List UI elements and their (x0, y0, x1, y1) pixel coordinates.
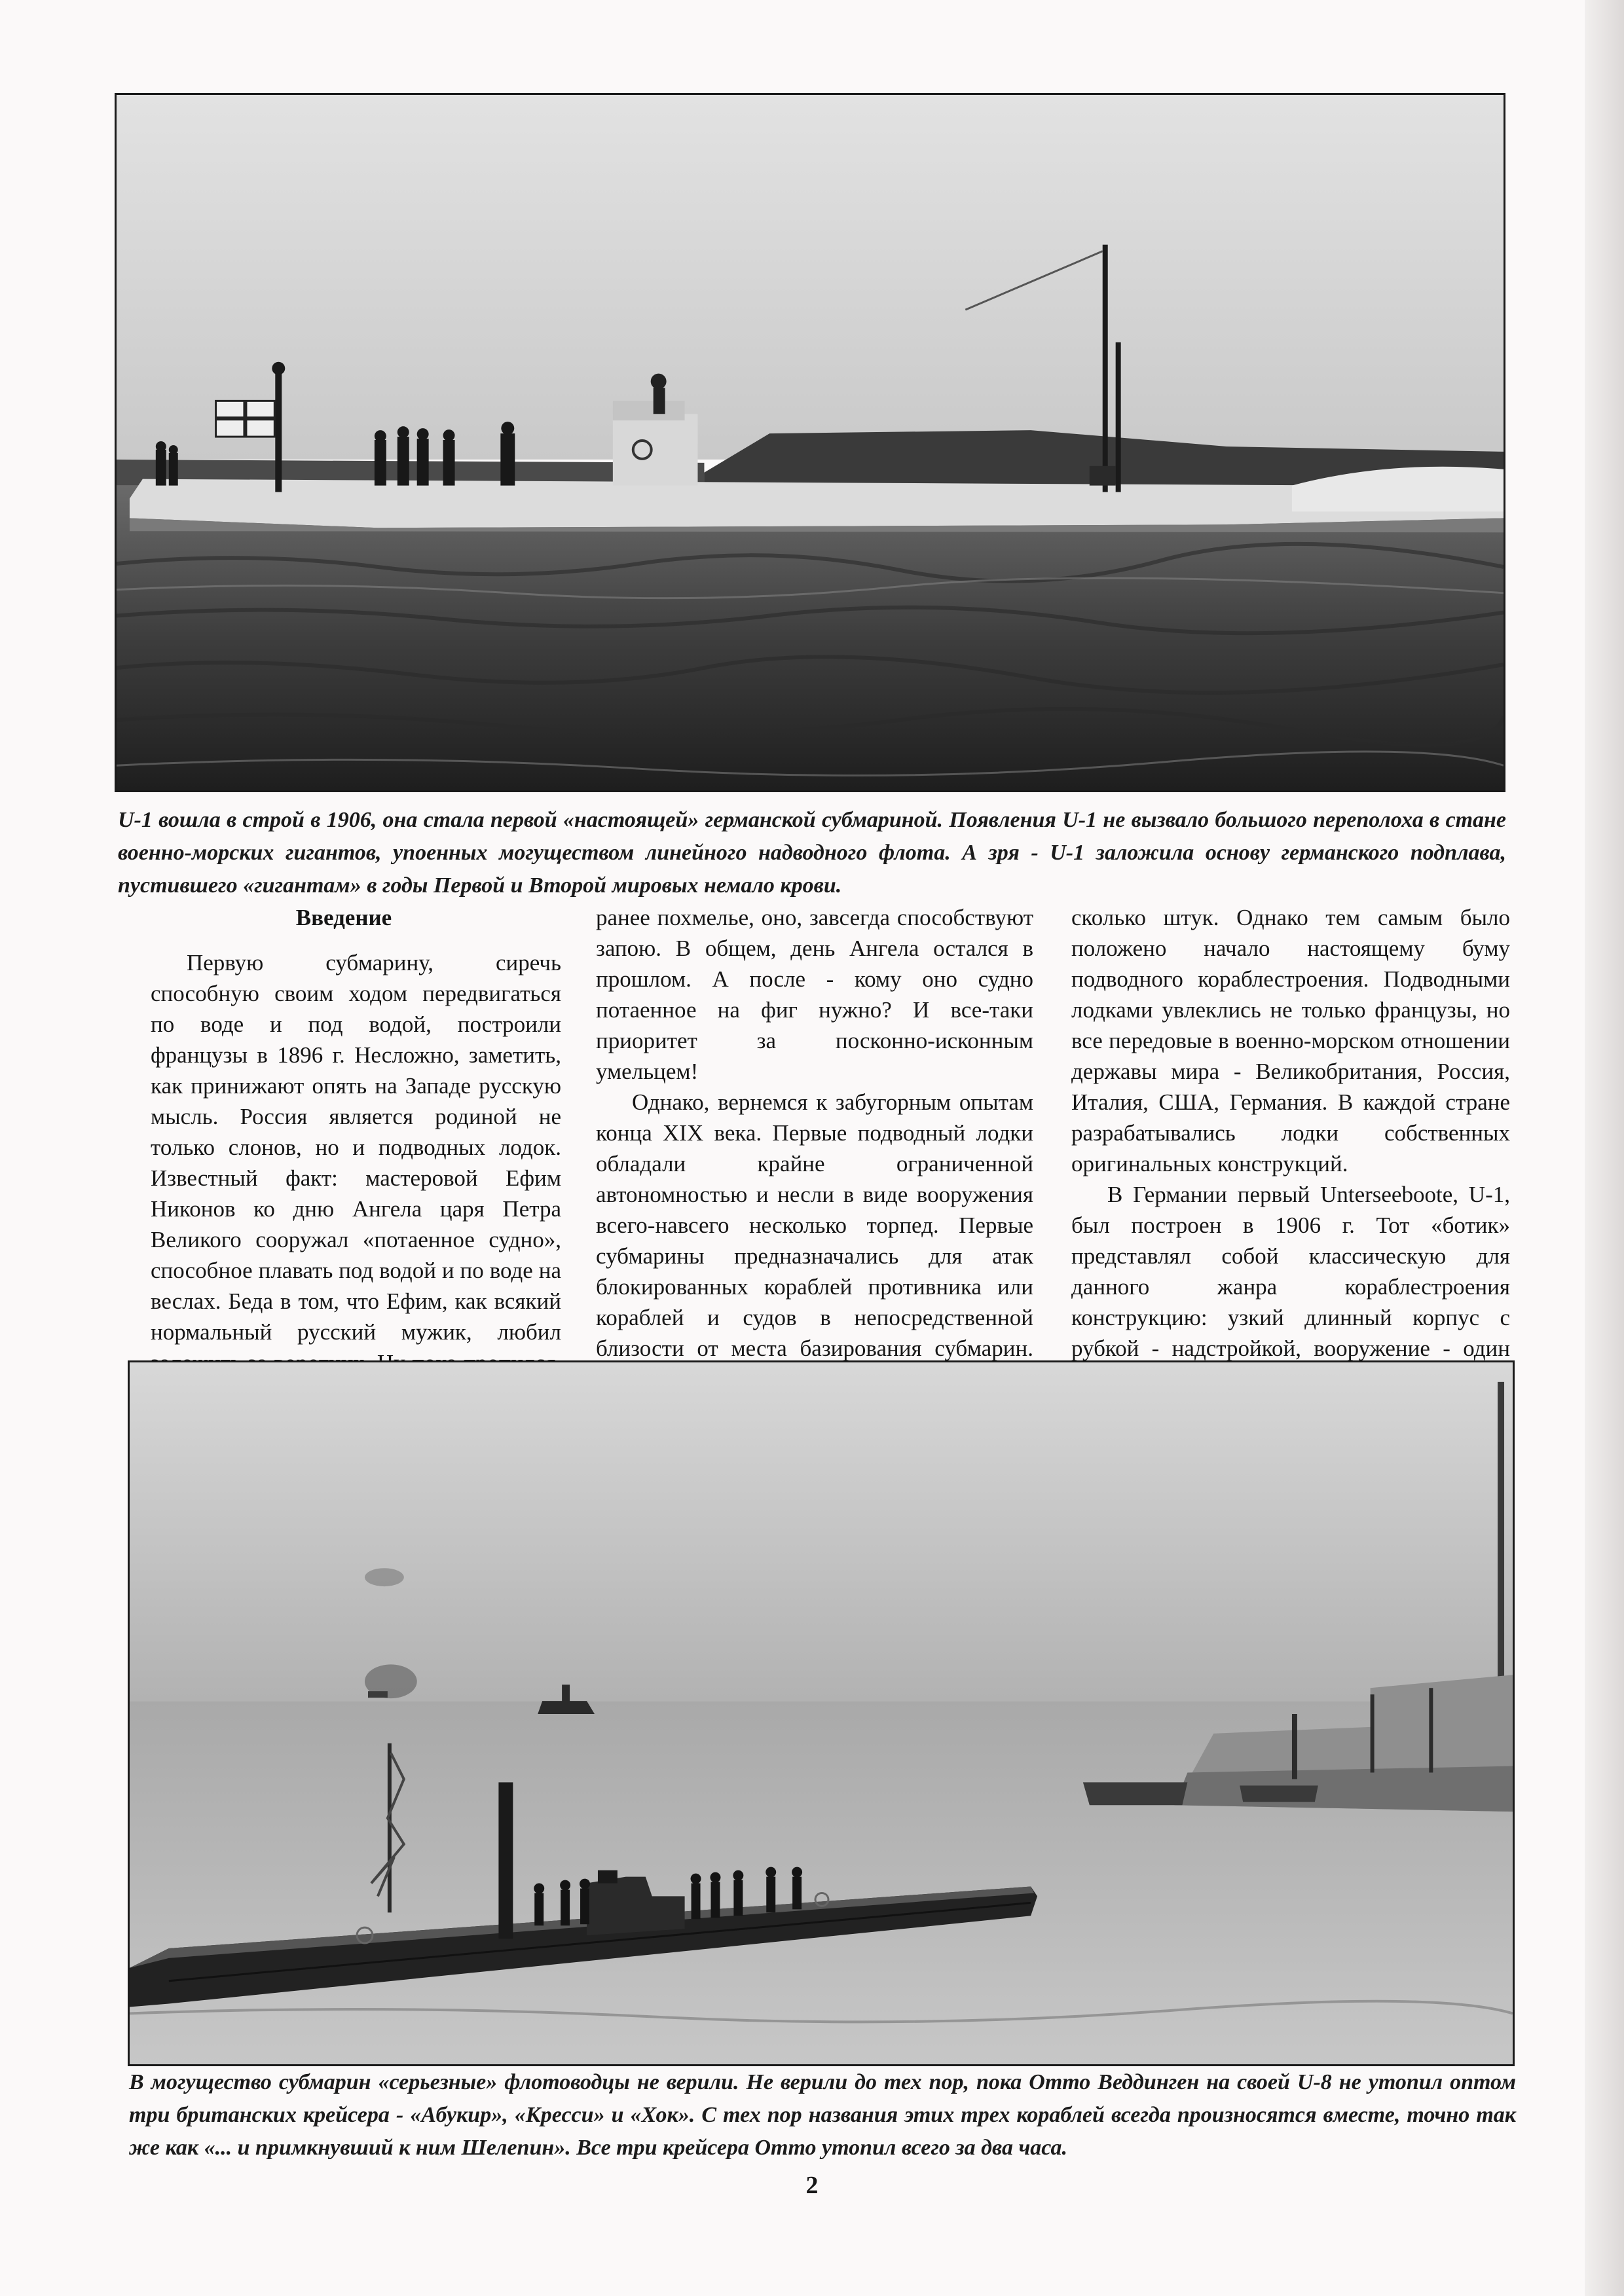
photo-u8-submarine (128, 1360, 1515, 2066)
paragraph: сколько штук. Однако тем самым было положено начало настоящему буму подводного кораблестроения. Подводными лодками увлеклись не только французы, но все передовые в военно-морском отношении державы мира - Великобритания, Россия, Италия, США, Германия. В каждой стране разрабатывались лодки собственных оригинальных конструкций. (1071, 905, 1510, 1176)
article-column-2 (596, 902, 1033, 1425)
photo-u1-submarine (115, 93, 1505, 792)
paragraph: Первую субмарину, сиречь способную своим ходом передвигаться по воде и под водой, построили французы в 1896 г. Несложно, заметить, как принижают опять на Западе русскую мысль. Россия является родиной не только слонов, но и подводных лодок. Известный факт: мастеровой Ефим Никонов ко дню Ангела царя Петра Великого сооружал «потаенное судно», способное плавать под водой и по воде на веслах. Беда в том, что Ефим, как всякий нормальный русский мужик, любил (151, 950, 561, 1345)
paragraph: В Германии первый Unterseeboote, U-1, был построен в 1906 г. Тот «ботик» представлял собой классическую для данного жанра кораблестроения конструкцию: узкий длинный корпус с рубкой - надстройкой, вооружение - один (1071, 1182, 1510, 1361)
paragraph: ранее похмелье, оно, завсегда способствуют запою. В общем, день Ангела остался в прошлом. А после - кому оно судно потаенное на фиг нужно? И все-таки приоритет за посконно-исконным умельцем! (596, 905, 1033, 1084)
photo2-caption: В могущество субмарин «серьезные» флотоводцы не верили. Не верили до тех пор, пока Отто Веддинген на своей U-8 не утопил оптом три британских крейсера - «Абукир», «Кресси» и «Хок». С тех пор названия этих трех кораблей всегда произносятся вместе, точно так же как «... и примкнувший к ним Шелепин». Все три крейсера Отто утопил всего за два часа. (129, 2070, 1516, 2160)
page-number: 2 (805, 2172, 819, 2199)
page-edge (1585, 0, 1624, 2296)
section-heading: Введение (295, 905, 392, 930)
article-column-3 (1071, 902, 1510, 1394)
article-column-1 (151, 902, 561, 1409)
paragraph: Однако, вернемся к забугорным опытам конца XIX века. Первые подводный лодки обладали крайне ограниченной автономностью и несли в виде вооружения всего-навсего несколько торпед. Первые субмарины предназначались для атак блокированных кораблей противника или кораблей и судов в непосредственной близости от места базирования субмарин. (596, 1089, 1033, 1361)
photo1-caption: U-1 вошла в строй в 1906, она стала первой «настоящей» германской субмариной. Появления U-1 не вызвало большого переполоха в стане военно-морских гигантов, упоенных могуществом линейного надводного флота. А зря - U-1 заложила основу германского подплава, пустившего «гигантам» в годы Первой и Второй мировых немало крови. (118, 808, 1506, 898)
